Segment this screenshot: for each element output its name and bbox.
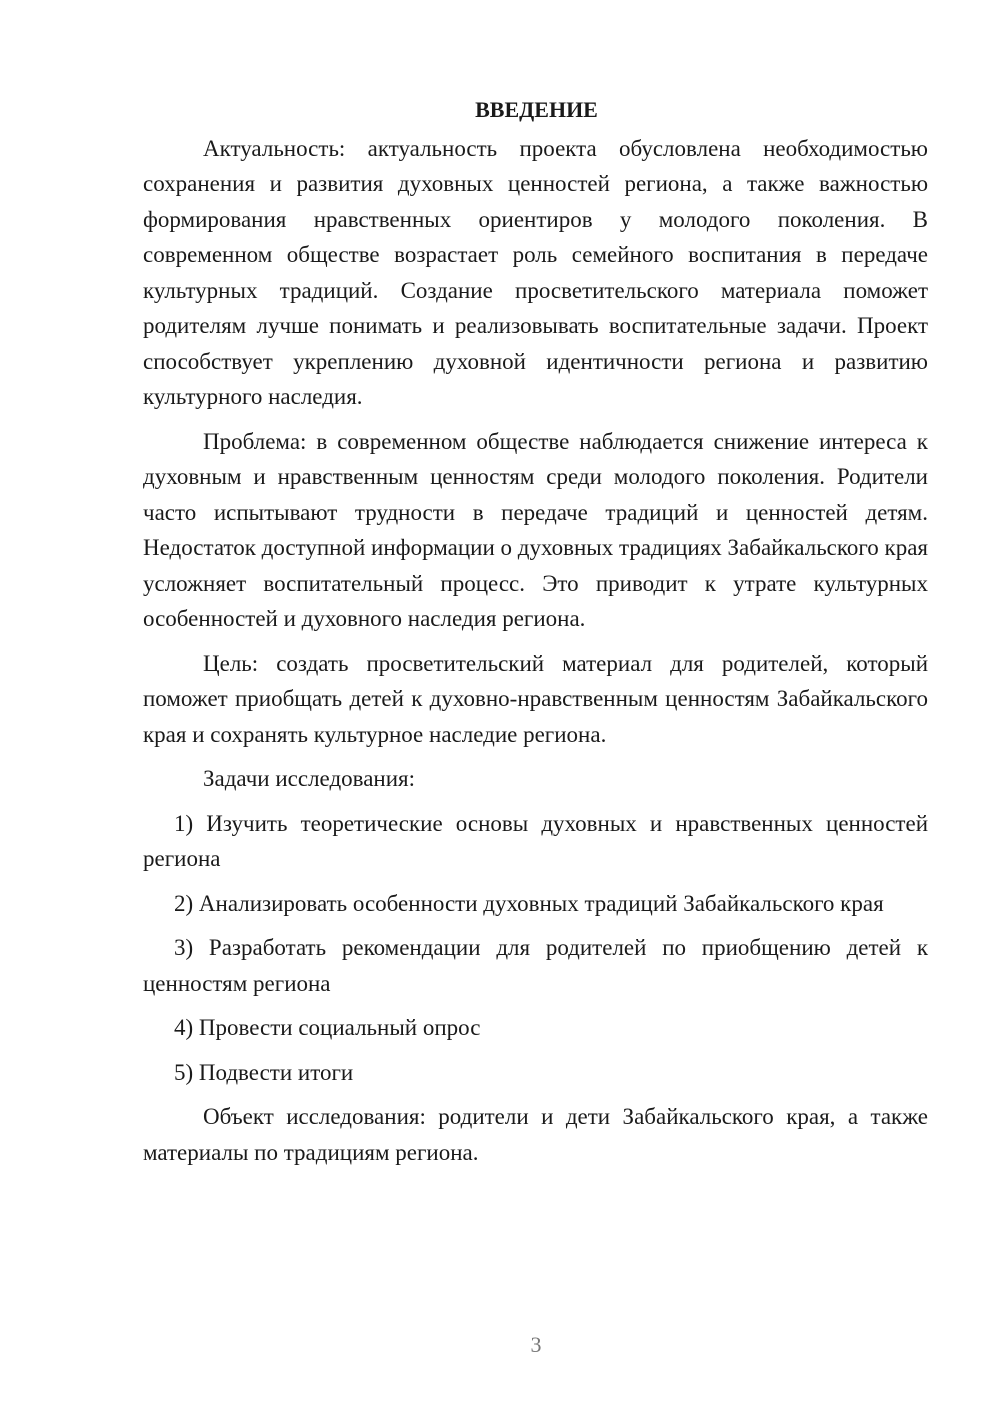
page-number: 3 bbox=[530, 1332, 542, 1357]
tasks-heading: Задачи исследования: bbox=[203, 766, 416, 791]
task-item: 2) Анализировать особенности духовных традиций Забайкальского края bbox=[174, 890, 884, 916]
task-item: 1) Изучить теоретические основы духовных и нравственных ценностей региона bbox=[143, 810, 928, 871]
task-item: 3) Разработать рекомендации для родителей по приобщению детей к ценностям региона bbox=[143, 935, 928, 996]
task-item: 4) Провести социальный опрос bbox=[174, 1015, 481, 1040]
task-item: 5) Подвести итоги bbox=[174, 1059, 354, 1085]
relevance-paragraph: Актуальность: актуальность проекта обусловлена необходимостью сохранения и развития духовных ценностей региона, а также важностью формирования нравственных ориентиров у молодого поколения. В современном обществе возрастает роль семейного воспитания в передаче культурных традиций. Создание просветительского материала поможет родителям лучше понимать и реализовывать воспитательные задачи. Проект способствует укреплению духовной идентичности региона и развитию культурного наследия. bbox=[143, 135, 928, 409]
page-body bbox=[143, 92, 928, 1179]
problem-paragraph: Проблема: в современном обществе наблюдается снижение интереса к духовным и нравственным ценностям среди молодого поколения. Родители часто испытывают трудности в передаче традиций и ценностей детям. Недостаток доступной информации о духовных традициях Забайкальского края усложняет воспитательный процесс. Это приводит к утрате культурных особенностей и духовного наследия региона. bbox=[143, 428, 928, 631]
object-paragraph: Объект исследования: родители и дети Забайкальского края, а также материалы по традициям региона. bbox=[143, 1104, 928, 1165]
tasks-list bbox=[143, 806, 928, 1091]
goal-paragraph: Цель: создать просветительский материал для родителей, который поможет приобщать детей к духовно-нравственным ценностям Забайкальского края и сохранять культурное наследие региона. bbox=[143, 650, 928, 747]
page-title: ВВЕДЕНИЕ bbox=[475, 97, 598, 122]
